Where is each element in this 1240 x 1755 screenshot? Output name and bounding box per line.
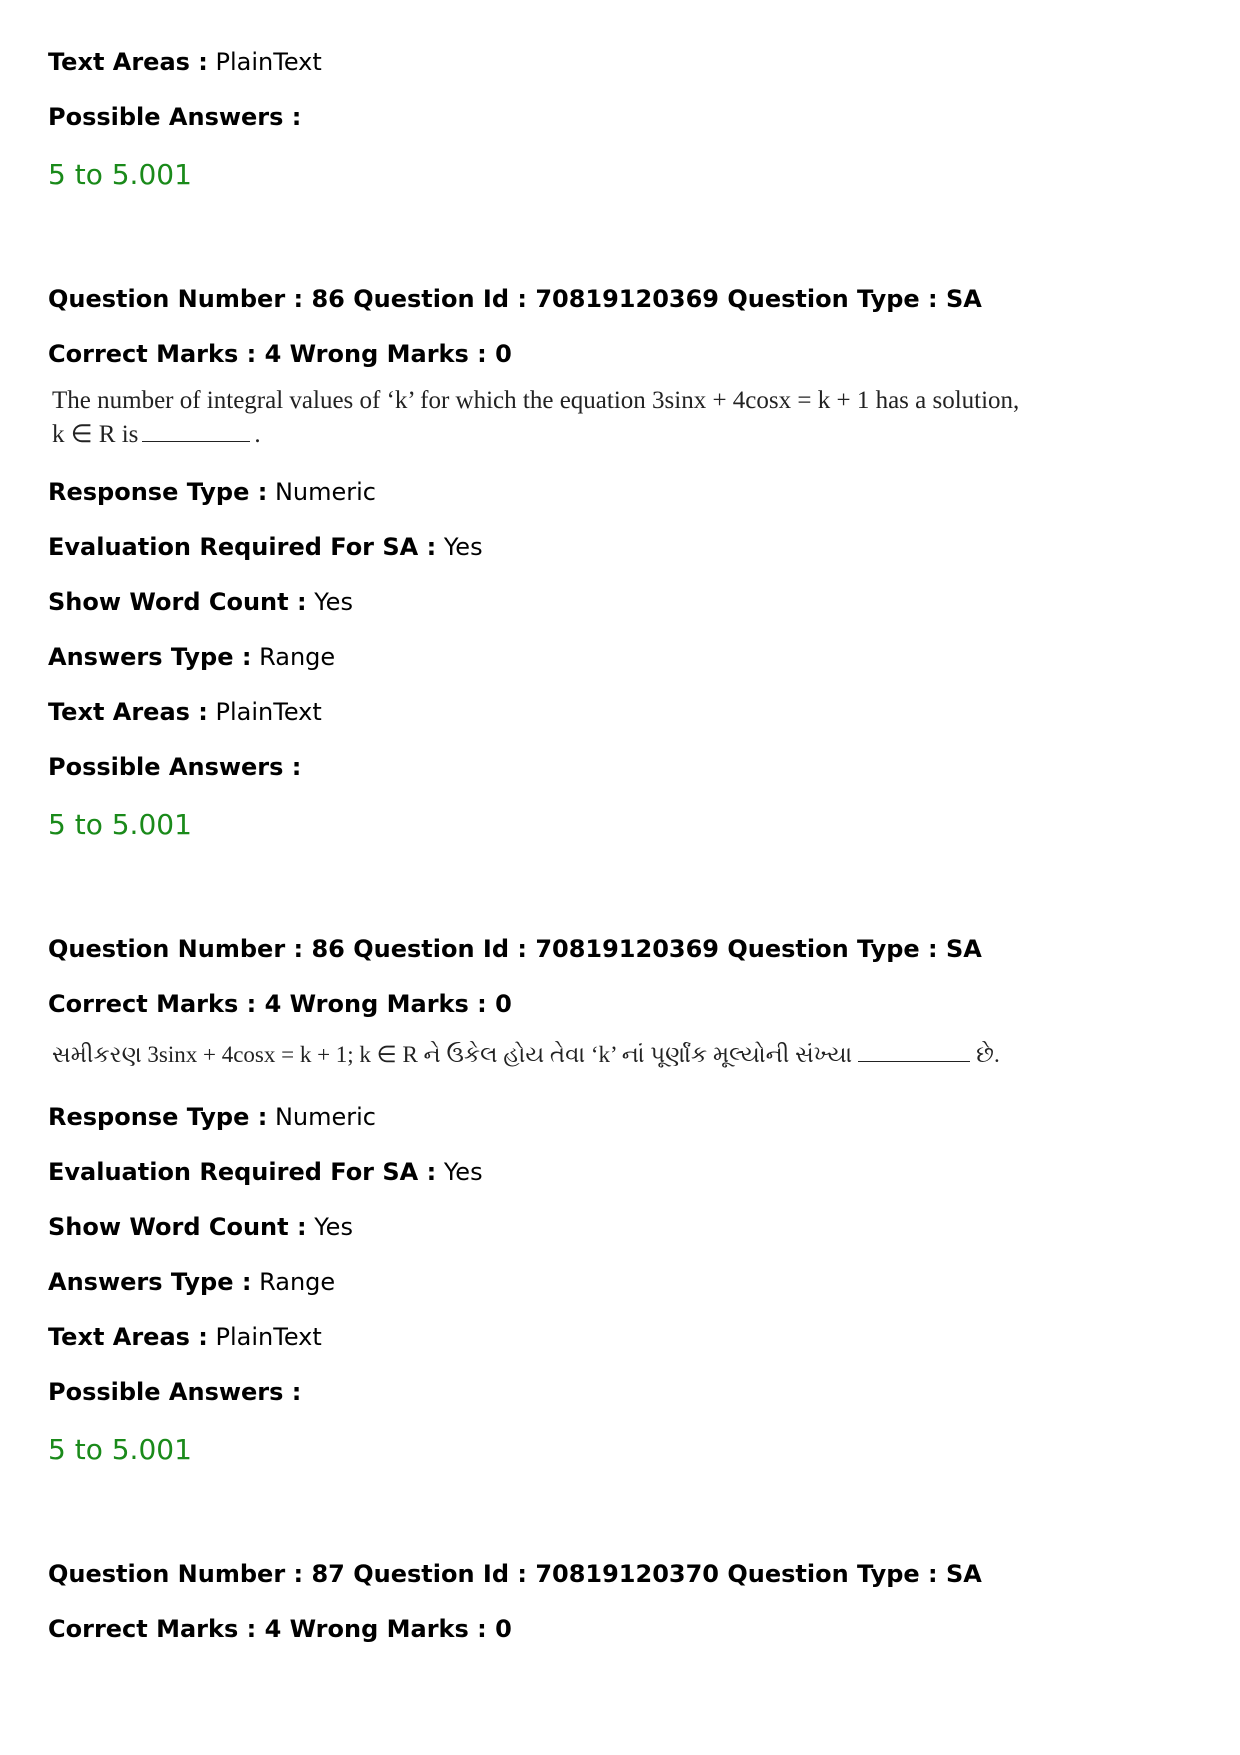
answers-type-value: Range — [259, 1268, 336, 1296]
show-word-count-row — [48, 587, 353, 617]
response-type-row — [48, 477, 376, 507]
response-type-label: Response Type : — [48, 478, 268, 506]
question-text-line2 — [52, 418, 261, 451]
possible-answer-value: 5 to 5.001 — [48, 158, 192, 191]
answers-type-row — [48, 1267, 335, 1297]
response-type-row — [48, 1102, 376, 1132]
marks-row: Correct Marks : 4 Wrong Marks : 0 — [48, 990, 512, 1018]
show-word-count-value: Yes — [314, 1213, 353, 1241]
evaluation-required-label: Evaluation Required For SA : — [48, 1158, 437, 1186]
text-areas-label: Text Areas : — [48, 698, 208, 726]
evaluation-required-row — [48, 532, 483, 562]
evaluation-required-value: Yes — [443, 1158, 483, 1186]
show-word-count-label: Show Word Count : — [48, 588, 307, 616]
possible-answer-value: 5 to 5.001 — [48, 808, 192, 841]
question-text-suffix: છે. — [976, 1042, 1000, 1067]
marks-row: Correct Marks : 4 Wrong Marks : 0 — [48, 1615, 512, 1643]
evaluation-required-row — [48, 1157, 483, 1187]
possible-answers-label: Possible Answers : — [48, 1378, 302, 1406]
question-header: Question Number : 86 Question Id : 70819120369 Question Type : SA — [48, 285, 982, 313]
text-areas-label: Text Areas : — [48, 48, 208, 76]
response-type-value: Numeric — [274, 1103, 376, 1131]
possible-answers-label: Possible Answers : — [48, 753, 302, 781]
answers-type-row — [48, 642, 335, 672]
possible-answer-value: 5 to 5.001 — [48, 1433, 192, 1466]
question-text-prefix: k ∈ R is — [52, 421, 139, 448]
answer-blank — [858, 1043, 970, 1062]
question-text-suffix: . — [254, 421, 261, 448]
show-word-count-row — [48, 1212, 353, 1242]
text-areas-row — [48, 47, 322, 77]
evaluation-required-value: Yes — [443, 533, 483, 561]
question-text — [52, 1038, 1000, 1071]
text-areas-value: PlainText — [215, 1323, 322, 1351]
question-text-line1: The number of integral values of ‘k’ for which the equation 3sinx + 4cosx = k + 1 has a solution, — [52, 387, 1020, 414]
evaluation-required-label: Evaluation Required For SA : — [48, 533, 437, 561]
response-type-value: Numeric — [274, 478, 376, 506]
show-word-count-label: Show Word Count : — [48, 1213, 307, 1241]
text-areas-value: PlainText — [215, 48, 322, 76]
show-word-count-value: Yes — [314, 588, 353, 616]
response-type-label: Response Type : — [48, 1103, 268, 1131]
answers-type-label: Answers Type : — [48, 643, 252, 671]
possible-answers-label: Possible Answers : — [48, 103, 302, 131]
text-areas-row — [48, 697, 322, 727]
marks-row: Correct Marks : 4 Wrong Marks : 0 — [48, 340, 512, 368]
answers-type-label: Answers Type : — [48, 1268, 252, 1296]
question-text-prefix: સમીકરણ 3sinx + 4cosx = k + 1; k ∈ R ને ઉકેલ હોય તેવા ‘k’ નાં પૂર્ણાંક મૂલ્યોની સંખ્યા — [52, 1042, 853, 1067]
answers-type-value: Range — [259, 643, 336, 671]
text-areas-value: PlainText — [215, 698, 322, 726]
question-header: Question Number : 86 Question Id : 70819120369 Question Type : SA — [48, 935, 982, 963]
text-areas-row — [48, 1322, 322, 1352]
question-header: Question Number : 87 Question Id : 70819120370 Question Type : SA — [48, 1560, 982, 1588]
text-areas-label: Text Areas : — [48, 1323, 208, 1351]
answer-blank — [142, 423, 250, 442]
